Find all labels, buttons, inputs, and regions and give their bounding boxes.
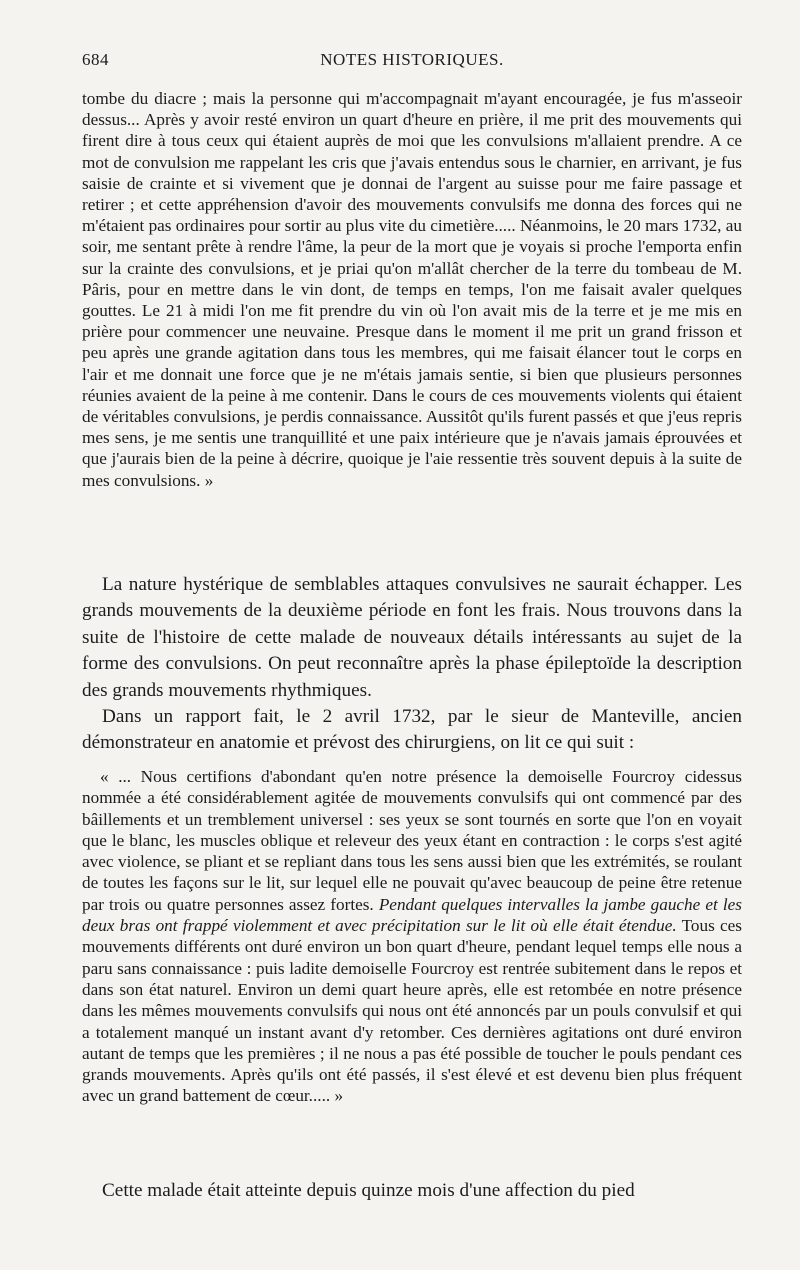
body-text bbox=[82, 572, 742, 757]
report-text-part2: Tous ces mouvements différents ont duré environ un bon quart d'heure, pendant lequel temps elle nous a paru sans connaissance : puis ladite demoiselle Fourcroy est rentrée subitement dans le repos et dans son état naturel. Environ un demi quart heure après, elle est retombée en notre présence dans les mêmes mouvements convulsifs qui nous ont été annoncés par un pouls convulsif et qui a totalement manqué un instant avant d'y retomber. Ces dernières agitations ont duré environ autant de temps que les premières ; il ne nous a pas été possible de toucher le pouls pendant ces grands mouvements. Après qu'ils ont été passés, il s'est élevé et est devenu bien plus fréquent avec un grand battement de cœur..... » bbox=[82, 916, 742, 1106]
closing-line: Cette malade était atteinte depuis quinze mois d'une affection du pied bbox=[102, 1180, 635, 1201]
paragraph-hysterical-nature: La nature hystérique de semblables attaques convulsives ne saurait échapper. Les grands mouvements de la deuxième période en font les frais. Nous trouvons dans la suite de l'histoire de cette malade de nouveaux détails intéressants au sujet de la forme des convulsions. On peut reconnaître après la phase épileptoïde la description des grands mouvements rhythmiques. bbox=[82, 574, 742, 701]
report-text-part1: « ... Nous certifions d'abondant qu'en notre présence la demoiselle Fourcroy cidessus nommée a été considérablement agitée de mouvements convulsifs qui ont commencé par des bâillements et un tremblement universel : ses yeux se sont tournés en sorte que l'on en voyait que le blanc, les muscles oblique et releveur des yeux étant en contraction : le corps s'est agité avec violence, se pliant et se repliant dans tous les sens aussi bien que les extrémités, se roulant de toutes les façons sur le lit, sur lequel elle ne pouvait qu'avec beaucoup de peine être retenue par trois ou quatre personnes assez fortes. bbox=[82, 767, 742, 914]
paragraph-report-intro: Dans un rapport fait, le 2 avril 1732, par le sieur de Manteville, ancien démonstrateur en anatomie et prévost des chirurgiens, on lit ce qui suit : bbox=[82, 706, 742, 754]
testimony-quote: tombe du diacre ; mais la personne qui m'accompagnait m'ayant encouragée, je fus m'asseoir dessus... Après y avoir resté environ un quart d'heure en prière, il me prit des mouvements qui firent dire à tous ceux qui étaient auprès de moi que les convulsions m'allaient prendre. A ce mot de convulsion me rappelant les cris que j'avais entendus sous le charnier, en arrivant, je fus saisie de crainte et si vivement que je donnai de l'argent au suisse pour me faire passage et retirer ; et cette appréhension d'avoir des mouvements convulsifs me donna des forces qui ne m'étaient pas ordinaires pour sortir au plus vite du cimetière..... Néanmoins, le 20 mars 1732, au soir, me sentant prête à rendre l'âme, la peur de la mort que je voyais si proche l'emporta enfin sur la crainte des convulsions, et je priai qu'on m'allât chercher de la terre du tombeau de M. Pâris, pour en mettre dans le vin dont, de temps en temps, l'on me faisait avaler quelques gouttes. Le 21 à midi l'on me fit prendre du vin où l'on avait mis de la terre et je me mis en prière pour commencer une neuvaine. Presque dans le moment il me prit un grand frisson et peu après une grande agitation dans tous les membres, qui me faisait élancer tout le corps en l'air et me donnait une force que je ne m'étais jamais sentie, si bien que plusieurs personnes réunies avaient de la peine à me contenir. Dans le cours de ces mouvements violents qui étaient de véritables convulsions, je perdis connaissance. Aussitôt qu'ils furent passés et que j'eus repris mes sens, je me sentis une tranquillité et une paix intérieure que je n'avais jamais éprouvées et que j'aurais bien de la peine à décrire, quoique je l'aie ressentie très souvent depuis à la suite de mes convulsions. » bbox=[82, 89, 742, 490]
report-text-italic: Pendant quelques intervalles la jambe gauche et les deux bras ont frappé violemment et avec précipitation sur le lit où elle était étendue. bbox=[82, 894, 742, 936]
page-header bbox=[82, 50, 742, 76]
running-title: NOTES HISTORIQUES. bbox=[320, 50, 504, 69]
surgeon-report-quote bbox=[82, 766, 742, 1107]
page-number: 684 bbox=[82, 50, 109, 69]
